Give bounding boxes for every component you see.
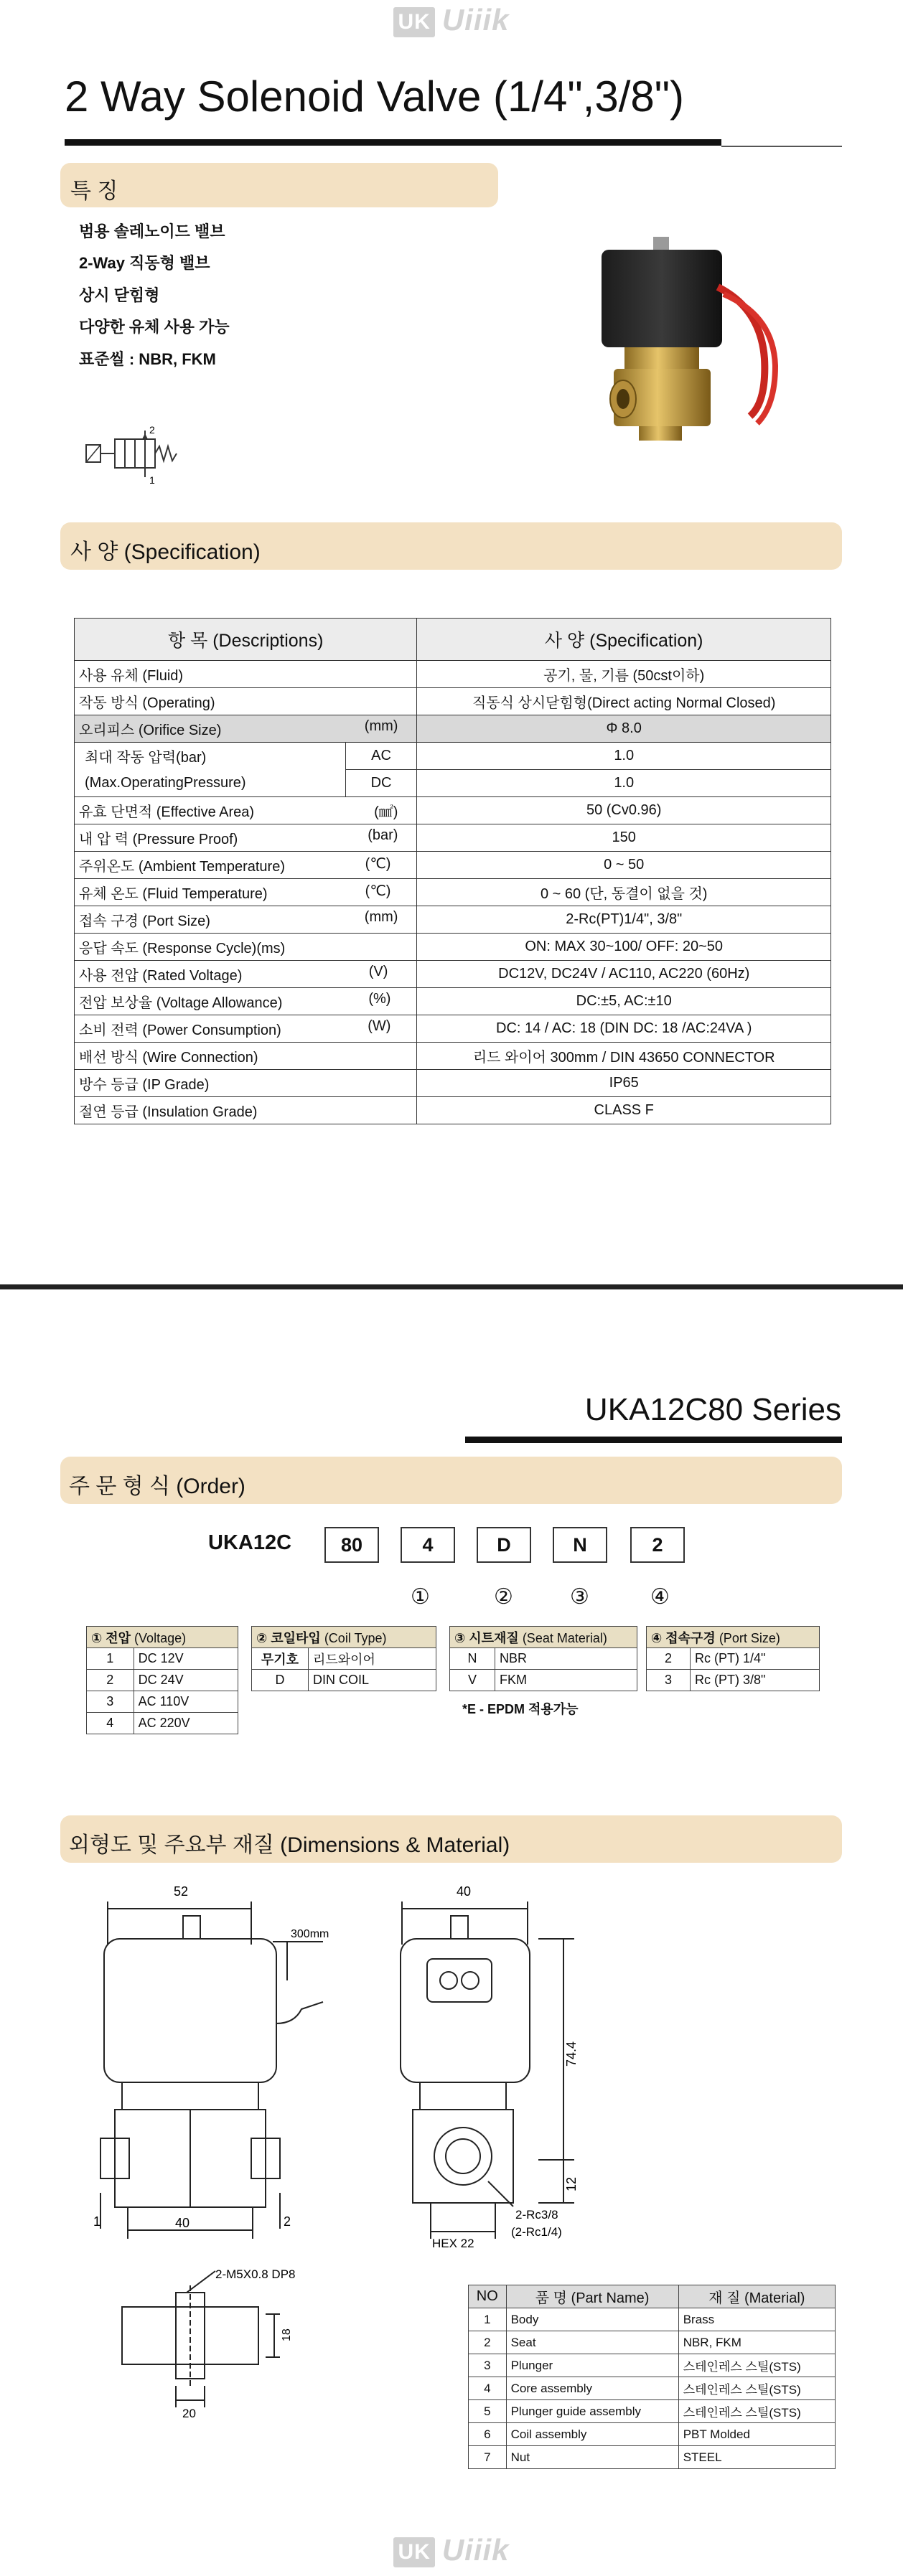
spec-unit: (㎟) — [374, 804, 398, 820]
table-row — [87, 1648, 238, 1670]
title-rule-thin — [721, 146, 842, 147]
order-code-box: N — [553, 1527, 607, 1563]
order-heading: 주 문 형 식 (Order) — [69, 1475, 245, 1498]
table-row — [647, 1670, 820, 1691]
symbol-port-1: 1 — [149, 474, 155, 486]
table-row — [450, 1670, 637, 1691]
spec-value: DC:±5, AC:±10 — [417, 988, 831, 1015]
material-table — [468, 2285, 836, 2469]
spec-label: 전압 보상율 (Voltage Allowance) — [79, 995, 283, 1011]
table-row — [75, 1070, 831, 1097]
table-row — [469, 2400, 836, 2423]
title-rule-thick — [65, 139, 721, 146]
mat-header-name: 품 명 (Part Name) — [506, 2285, 678, 2308]
table-row — [647, 1648, 820, 1670]
table-row — [469, 2308, 836, 2331]
table-row — [87, 1691, 238, 1713]
mat-material: PBT Molded — [678, 2423, 835, 2446]
dim-mount-w: 20 — [182, 2407, 196, 2420]
spec-value: IP65 — [417, 1070, 831, 1097]
table-row — [469, 2377, 836, 2400]
table-row — [75, 797, 831, 824]
spec-value: 0 ~ 60 (단, 동결이 없을 것) — [417, 879, 831, 906]
spec-label: 방수 등급 (IP Grade) — [79, 1077, 210, 1093]
series-rule — [465, 1437, 842, 1443]
spec-label: 접속 구경 (Port Size) — [79, 913, 210, 929]
table-row — [75, 961, 831, 988]
spec-unit: (bar) — [368, 827, 398, 843]
mat-no: 3 — [469, 2354, 507, 2377]
symbol-port-2: 2 — [149, 424, 155, 436]
mat-no: 1 — [469, 2308, 507, 2331]
mat-part: Coil assembly — [506, 2423, 678, 2446]
dim-mount: 2-M5X0.8 DP8 — [215, 2267, 296, 2281]
watermark-brand: Uiiik — [441, 3, 510, 37]
mat-part: Nut — [506, 2446, 678, 2469]
voltage-code: 4 — [87, 1713, 134, 1734]
coil-head: ② 코일타입 — [256, 1630, 321, 1645]
table-row — [252, 1648, 436, 1670]
order-heading-band — [60, 1457, 842, 1504]
order-marker: ① — [411, 1585, 430, 1609]
spec-header-specification: 사 양 (Specification) — [417, 619, 831, 661]
port-head: ④ 접속구경 — [651, 1630, 716, 1645]
pressure-dc-label: DC — [345, 770, 417, 797]
spec-label: 절연 등급 (Insulation Grade) — [79, 1104, 258, 1120]
order-code-box: D — [477, 1527, 531, 1563]
table-row — [75, 661, 831, 688]
spec-value: 0 ~ 50 — [417, 852, 831, 879]
mat-no: 6 — [469, 2423, 507, 2446]
mat-part: Core assembly — [506, 2377, 678, 2400]
pressure-label-en: (Max.OperatingPressure) — [85, 774, 246, 791]
spec-heading: 사 양 (Specification) — [70, 540, 261, 564]
watermark-logo: UK — [393, 7, 434, 37]
feature-item: 상시 닫힘형 — [79, 286, 160, 304]
table-row — [75, 1043, 831, 1070]
spec-label: 사용 유체 (Fluid) — [79, 668, 184, 684]
voltage-value: AC 110V — [134, 1691, 238, 1713]
dim-base: 40 — [175, 2216, 190, 2230]
watermark-top — [0, 3, 903, 37]
mat-no: 4 — [469, 2377, 507, 2400]
spec-unit: (W) — [368, 1018, 391, 1034]
table-row — [75, 688, 831, 715]
spec-value: 2-Rc(PT)1/4", 3/8" — [417, 906, 831, 934]
feature-item: 2-Way 직동형 밸브 — [79, 254, 210, 272]
feature-item: 범용 솔레노이드 밸브 — [79, 222, 225, 240]
voltage-value: DC 12V — [134, 1648, 238, 1670]
spec-label: 유체 온도 (Fluid Temperature) — [79, 886, 268, 902]
table-row — [469, 2331, 836, 2354]
spec-label: 배선 방식 (Wire Connection) — [79, 1050, 258, 1066]
seat-note: *E - EPDM 적용가능 — [462, 1702, 579, 1716]
table-row — [87, 1713, 238, 1734]
spec-label: 주위온도 (Ambient Temperature) — [79, 859, 285, 875]
feature-item: 표준씰 : NBR, FKM — [79, 350, 216, 368]
order-code-box: 80 — [324, 1527, 379, 1563]
spec-table — [74, 618, 831, 1124]
valve-symbol-diagram — [79, 423, 194, 488]
table-row — [75, 715, 831, 743]
spec-label: 유효 단면적 (Effective Area) — [79, 804, 255, 820]
coil-option-table — [251, 1626, 436, 1691]
coil-code: D — [252, 1670, 309, 1691]
mat-no: 7 — [469, 2446, 507, 2469]
spec-unit: (mm) — [364, 718, 398, 734]
mat-part: Seat — [506, 2331, 678, 2354]
pressure-label: 최대 작동 압력(bar) — [85, 750, 207, 766]
mat-material: 스테인레스 스틸(STS) — [678, 2354, 835, 2377]
voltage-head: ① 전압 — [91, 1630, 131, 1645]
port-value: Rc (PT) 1/4" — [691, 1648, 820, 1670]
dim-bottom: 12 — [564, 2176, 579, 2191]
mat-part: Plunger — [506, 2354, 678, 2377]
spec-unit: (%) — [368, 991, 391, 1007]
voltage-value: DC 24V — [134, 1670, 238, 1691]
voltage-value: AC 220V — [134, 1713, 238, 1734]
feature-item: 다양한 유체 사용 가능 — [79, 318, 230, 336]
mat-part: Plunger guide assembly — [506, 2400, 678, 2423]
port-value: Rc (PT) 3/8" — [691, 1670, 820, 1691]
table-row — [75, 934, 831, 961]
table-row — [469, 2423, 836, 2446]
order-marker: ④ — [650, 1585, 670, 1609]
mat-header-material: 재 질 (Material) — [678, 2285, 835, 2308]
table-row — [75, 879, 831, 906]
voltage-code: 2 — [87, 1670, 134, 1691]
features-heading-band — [60, 163, 498, 207]
spec-value: DC: 14 / AC: 18 (DIN DC: 18 /AC:24VA ) — [417, 1015, 831, 1043]
coil-value: DIN COIL — [309, 1670, 436, 1691]
voltage-option-table — [86, 1626, 238, 1734]
seat-value: NBR — [495, 1648, 637, 1670]
mat-no: 5 — [469, 2400, 507, 2423]
front-view-drawing — [86, 1880, 345, 2260]
dim-mount-h: 18 — [281, 2328, 293, 2341]
seat-option-table — [449, 1626, 637, 1691]
mat-material: STEEL — [678, 2446, 835, 2469]
page-separator — [0, 1284, 903, 1289]
bottom-view-drawing — [108, 2264, 323, 2422]
mat-material: Brass — [678, 2308, 835, 2331]
watermark-brand: Uiiik — [441, 2533, 510, 2567]
seat-head-en: (Seat Material) — [522, 1630, 607, 1645]
features-heading: 특 징 — [70, 179, 118, 203]
watermark-bottom — [0, 2533, 903, 2567]
coil-head-en: (Coil Type) — [324, 1630, 387, 1645]
dim-ports-alt: (2-Rc1/4) — [511, 2225, 562, 2239]
dim-port-out: 2 — [284, 2214, 291, 2229]
pressure-ac-label: AC — [345, 743, 417, 770]
dim-ports: 2-Rc3/8 — [515, 2208, 558, 2222]
mat-header-no: NO — [469, 2285, 507, 2308]
coil-code: 무기호 — [252, 1648, 309, 1670]
spec-label: 내 압 력 (Pressure Proof) — [79, 832, 238, 847]
dimensions-heading-band — [60, 1815, 842, 1863]
spec-value: DC12V, DC24V / AC110, AC220 (60Hz) — [417, 961, 831, 988]
spec-value: 직동식 상시닫힘형(Direct acting Normal Closed) — [417, 688, 831, 715]
spec-label: 작동 방식 (Operating) — [79, 695, 215, 711]
dim-port-in: 1 — [93, 2214, 101, 2229]
voltage-head-en: (Voltage) — [134, 1630, 187, 1645]
table-row — [75, 1097, 831, 1124]
table-row — [75, 770, 831, 797]
seat-value: FKM — [495, 1670, 637, 1691]
dim-width: 52 — [174, 1884, 189, 1899]
pressure-ac-value: 1.0 — [417, 743, 831, 770]
table-row — [75, 988, 831, 1015]
mat-material: NBR, FKM — [678, 2331, 835, 2354]
spec-value: 50 (Cv0.96) — [417, 797, 831, 824]
dim-height: 74.4 — [564, 2041, 579, 2067]
mat-part: Body — [506, 2308, 678, 2331]
spec-label: 응답 속도 (Response Cycle)(ms) — [79, 941, 286, 956]
spec-value: 150 — [417, 824, 831, 852]
order-marker: ③ — [570, 1585, 589, 1609]
dimensions-heading: 외형도 및 주요부 재질 (Dimensions & Material) — [69, 1833, 510, 1857]
spec-unit: (mm) — [364, 909, 398, 925]
order-model: UKA12C — [208, 1531, 292, 1554]
coil-value: 리드와이어 — [309, 1648, 436, 1670]
spec-label: 사용 전압 (Rated Voltage) — [79, 968, 243, 984]
series-title: UKA12C80 Series — [584, 1392, 841, 1427]
port-code: 2 — [647, 1648, 691, 1670]
spec-value: 공기, 물, 기름 (50cst이하) — [417, 661, 831, 688]
seat-head: ③ 시트재질 — [454, 1630, 519, 1645]
spec-value: Φ 8.0 — [417, 715, 831, 743]
spec-unit: (℃) — [365, 883, 391, 899]
spec-value: ON: MAX 30~100/ OFF: 20~50 — [417, 934, 831, 961]
seat-code: V — [450, 1670, 495, 1691]
order-code-box: 2 — [630, 1527, 685, 1563]
spec-value: CLASS F — [417, 1097, 831, 1124]
spec-header-descriptions: 항 목 (Descriptions) — [75, 619, 417, 661]
seat-code: N — [450, 1648, 495, 1670]
mat-material: 스테인레스 스틸(STS) — [678, 2400, 835, 2423]
watermark-logo: UK — [393, 2537, 434, 2567]
voltage-code: 3 — [87, 1691, 134, 1713]
table-row — [75, 743, 831, 770]
table-row — [469, 2446, 836, 2469]
dim-wire: 300mm — [291, 1928, 329, 1940]
order-marker: ② — [494, 1585, 513, 1609]
table-row — [75, 824, 831, 852]
spec-value: 리드 와이어 300mm / DIN 43650 CONNECTOR — [417, 1043, 831, 1070]
page-title: 2 Way Solenoid Valve (1/4",3/8") — [65, 72, 685, 121]
table-row — [87, 1670, 238, 1691]
pressure-dc-value: 1.0 — [417, 770, 831, 797]
table-row — [75, 852, 831, 879]
solenoid-valve-photo — [581, 230, 790, 466]
spec-label: 오리피스 (Orifice Size) — [79, 723, 222, 738]
side-view-drawing — [388, 1880, 646, 2260]
spec-unit: (V) — [368, 964, 388, 979]
mat-no: 2 — [469, 2331, 507, 2354]
port-option-table — [646, 1626, 820, 1691]
dim-hex: HEX 22 — [432, 2237, 474, 2250]
voltage-code: 1 — [87, 1648, 134, 1670]
table-row — [75, 1015, 831, 1043]
table-row — [75, 906, 831, 934]
port-code: 3 — [647, 1670, 691, 1691]
spec-label: 소비 전력 (Power Consumption) — [79, 1023, 281, 1038]
table-row — [450, 1648, 637, 1670]
dim-side-width: 40 — [457, 1884, 472, 1899]
table-row — [252, 1670, 436, 1691]
table-row — [469, 2354, 836, 2377]
order-code-box: 4 — [401, 1527, 455, 1563]
mat-material: 스테인레스 스틸(STS) — [678, 2377, 835, 2400]
spec-unit: (℃) — [365, 856, 391, 872]
spec-heading-band — [60, 522, 842, 570]
port-head-en: (Port Size) — [719, 1630, 780, 1645]
